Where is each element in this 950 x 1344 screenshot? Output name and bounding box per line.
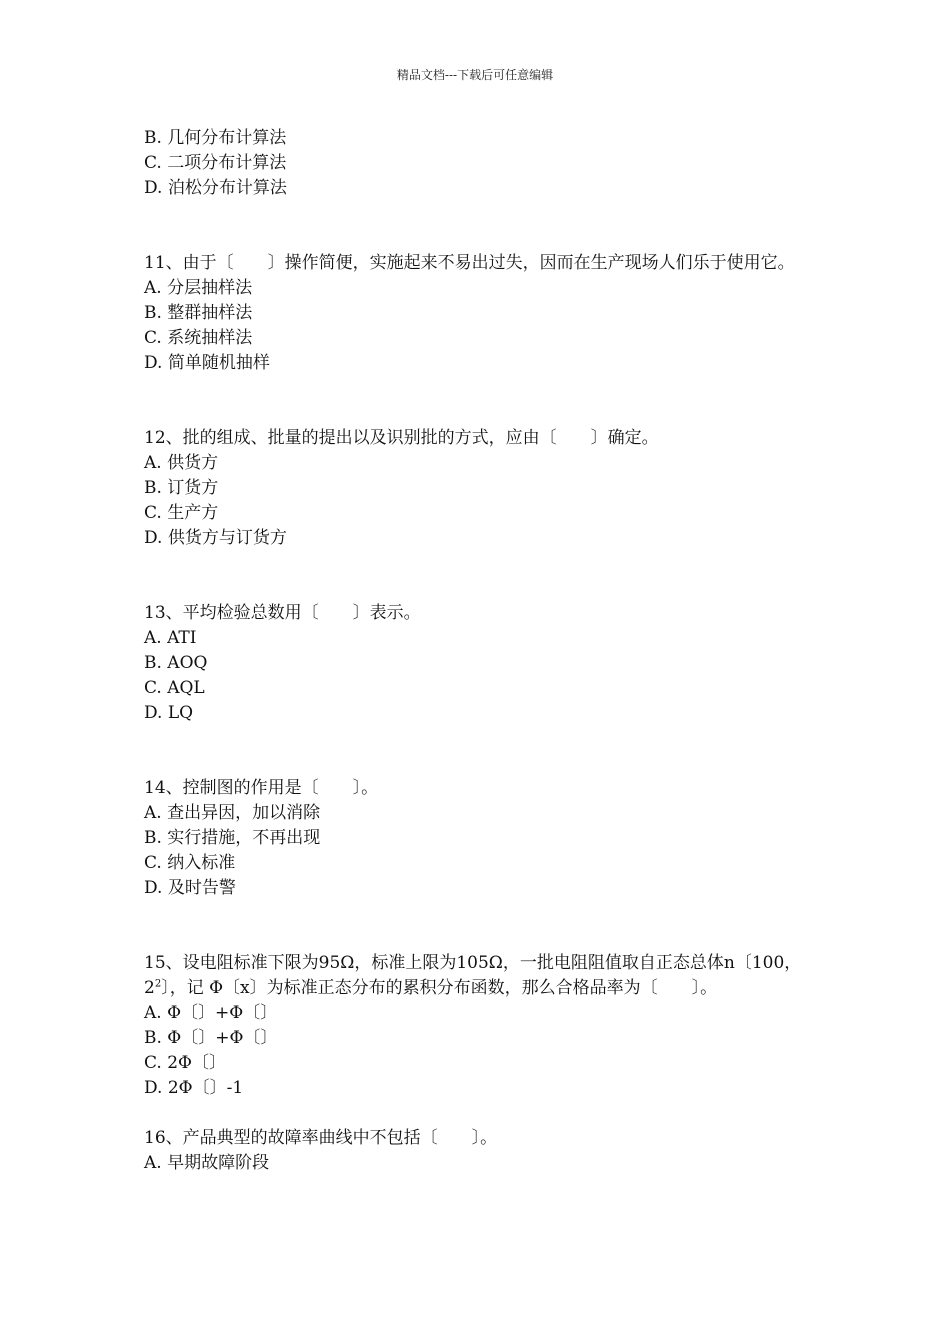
page-header: 精品文档---下载后可任意编辑 xyxy=(396,68,554,82)
question-12-text: 12、批的组成、批量的提出以及识别批的方式，应由〔 〕确定。 xyxy=(144,428,659,448)
option-12-d: D. 供货方与订货方 xyxy=(144,528,287,548)
option-13-c: C. AQL xyxy=(144,678,205,698)
option-15-a: A. Φ〔〕+Φ〔〕 xyxy=(144,1003,278,1023)
question-14 xyxy=(144,776,814,901)
option-14-c: C. 纳入标准 xyxy=(144,853,236,873)
option-13-d: D. LQ xyxy=(144,703,194,723)
option-14-d: D. 及时告警 xyxy=(144,878,236,898)
option-15-d: D. 2Φ〔〕-1 xyxy=(144,1078,244,1098)
option-15-b: B. Φ〔〕+Φ〔〕 xyxy=(144,1028,278,1048)
option-11-c: C. 系统抽样法 xyxy=(144,328,253,348)
question-15-superscript: 2 xyxy=(154,978,162,990)
question-13-text: 13、平均检验总数用〔 〕表示。 xyxy=(144,603,421,623)
question-16-text: 16、产品典型的故障率曲线中不包括〔 〕。 xyxy=(144,1128,498,1148)
option-11-b: B. 整群抽样法 xyxy=(144,303,253,323)
question-14-text: 14、控制图的作用是〔 〕。 xyxy=(144,778,379,798)
option-12-b: B. 订货方 xyxy=(144,478,219,498)
question-15-text xyxy=(144,951,814,1001)
question-15-text-part2: 〕，记 Φ〔x〕为标准正态分布的累积分布函数，那么合格品率为〔 〕。 xyxy=(161,978,718,998)
question-16 xyxy=(144,1126,814,1176)
option-13-a: A. ATI xyxy=(144,628,197,648)
question-15 xyxy=(144,951,814,1101)
question-11 xyxy=(144,251,814,376)
question-13 xyxy=(144,601,814,726)
option-10-d: D. 泊松分布计算法 xyxy=(144,178,287,198)
option-15-c: C. 2Φ〔〕 xyxy=(144,1053,226,1073)
question-12 xyxy=(144,426,814,551)
option-10-c: C. 二项分布计算法 xyxy=(144,153,287,173)
document-body xyxy=(144,126,814,1176)
question-15-text-part1: 15、设电阻标准下限为95Ω，标准上限为105Ω，一批电阻阻值取自正态总体n〔100，2 xyxy=(144,953,802,998)
option-12-c: C. 生产方 xyxy=(144,503,219,523)
option-14-b: B. 实行措施，不再出现 xyxy=(144,828,321,848)
option-11-d: D. 简单随机抽样 xyxy=(144,353,270,373)
option-10-b: B. 几何分布计算法 xyxy=(144,128,287,148)
option-12-a: A. 供货方 xyxy=(144,453,219,473)
question-10-options xyxy=(144,126,814,201)
question-11-text: 11、由于〔 〕操作简便，实施起来不易出过失，因而在生产现场人们乐于使用它。 xyxy=(144,253,795,273)
option-11-a: A. 分层抽样法 xyxy=(144,278,253,298)
option-13-b: B. AOQ xyxy=(144,653,208,673)
option-16-a: A. 早期故障阶段 xyxy=(144,1153,270,1173)
option-14-a: A. 查出异因，加以消除 xyxy=(144,803,321,823)
